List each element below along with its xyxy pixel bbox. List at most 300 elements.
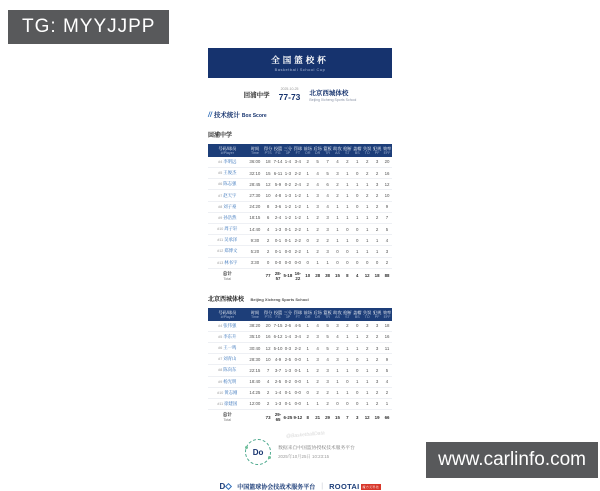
stat-time: 24:20 [247, 201, 264, 212]
stat-dr: 4 [313, 321, 323, 332]
stat-eff: 16 [382, 331, 392, 342]
player-name[interactable]: 陈志强 [223, 181, 237, 187]
stat-bk: 1 [352, 157, 362, 168]
stat-or: 1 [303, 201, 313, 212]
stat-tr: 5 [323, 168, 333, 179]
player-number: #9 [218, 379, 223, 384]
stat-bk: 1 [352, 376, 362, 387]
stat-dr: 5 [313, 157, 323, 168]
stat-bk: 0 [352, 354, 362, 365]
stat-fg: 0-1 [273, 246, 283, 257]
total-tr: 38 [325, 273, 330, 279]
player-name[interactable]: 孙浩然 [223, 214, 237, 220]
stat-time: 28:30 [247, 354, 264, 365]
player-name[interactable]: 李东升 [223, 333, 237, 339]
stat-tp: 2-5 [283, 354, 293, 365]
stat-bk: 0 [352, 201, 362, 212]
stat-fg: 4-8 [273, 190, 283, 201]
stat-pf: 3 [372, 376, 382, 387]
stat-pts: 12 [263, 342, 273, 353]
player-number: #8 [218, 368, 223, 373]
player-link[interactable] [208, 190, 247, 201]
total-to: 12 [364, 273, 370, 279]
stat-to: 1 [362, 212, 372, 223]
stat-ft: 2-2 [293, 235, 303, 246]
stat-tp: 0-1 [283, 398, 293, 409]
stat-tp: 1-2 [283, 201, 293, 212]
team2-box-score-table [208, 308, 392, 424]
total-or: 8 [306, 414, 309, 420]
generated-timestamp: 2025年10月25日 10:23:15 [278, 453, 330, 459]
player-name[interactable]: 郑博文 [224, 248, 238, 254]
box-score-section-header [208, 110, 392, 119]
player-name[interactable]: 徐建国 [224, 400, 238, 406]
player-link[interactable] [208, 342, 247, 353]
total-pf: 18 [374, 273, 380, 279]
player-number: #4 [218, 323, 223, 328]
total-fg: 28-57 [274, 270, 282, 281]
stat-fg: 5-10 [273, 342, 283, 353]
stat-to: 2 [362, 157, 372, 168]
col-tp: 三分 3P [283, 309, 293, 319]
stat-fg: 2-4 [273, 212, 283, 223]
total-row [208, 268, 392, 283]
scoreboard [208, 87, 392, 102]
team1-title [208, 124, 392, 142]
logo-divider: | [321, 483, 324, 491]
stat-or: 1 [303, 342, 313, 353]
stat-st: 2 [342, 157, 352, 168]
player-name[interactable]: 刘青山 [223, 356, 237, 362]
player-link[interactable] [208, 235, 247, 246]
stat-ft: 0-1 [293, 365, 303, 376]
stat-dr: 2 [313, 212, 323, 223]
player-number: #5 [218, 334, 223, 339]
player-link[interactable] [208, 201, 247, 212]
player-link[interactable] [208, 387, 247, 398]
stat-to: 1 [362, 387, 372, 398]
stat-pts: 10 [263, 354, 273, 365]
stat-bk: 0 [352, 190, 362, 201]
player-link[interactable] [208, 376, 247, 387]
player-row [208, 157, 392, 168]
stat-dr: 4 [313, 342, 323, 353]
player-number: #8 [218, 204, 223, 209]
col-ft: 罚球 FT [293, 146, 303, 156]
stat-st: 1 [342, 212, 352, 223]
col-or: 前场 OR [303, 309, 312, 319]
stat-time: 36:00 [247, 157, 264, 168]
total-time [247, 268, 264, 283]
stat-or: 2 [303, 157, 313, 168]
stat-pts: 2 [263, 235, 273, 246]
stat-bk: 1 [352, 212, 362, 223]
stat-dr: 1 [313, 257, 323, 268]
stat-or: 1 [303, 212, 313, 223]
stat-time: 28:45 [247, 179, 264, 190]
stat-bk: 1 [352, 246, 362, 257]
player-number: #11 [217, 401, 224, 406]
stat-as: 1 [333, 376, 343, 387]
total-pts: 73 [265, 414, 271, 420]
stat-bk: 0 [352, 257, 362, 268]
player-link[interactable] [208, 354, 247, 365]
stat-pts: 2 [263, 398, 273, 409]
tournament-title: 全国篮校杯 [271, 54, 329, 65]
player-row [208, 179, 392, 190]
stat-st: 1 [342, 331, 352, 342]
stat-time: 3:30 [247, 257, 264, 268]
cba-platform-logo-icon: D [219, 482, 231, 491]
col-bk: 盖帽 BS [353, 146, 362, 156]
stat-as: 1 [333, 235, 343, 246]
col-tr: 篮板 TR [323, 146, 332, 156]
col-time: 时间 Time [247, 308, 264, 321]
stat-dr: 3 [313, 331, 323, 342]
player-number: #11 [217, 238, 224, 243]
stat-tp: 2-6 [283, 321, 293, 332]
stat-pts: 0 [263, 257, 273, 268]
stat-eff: 5 [382, 223, 392, 234]
stat-or: 1 [303, 365, 313, 376]
stat-bk: 0 [352, 235, 362, 246]
total-label: 总计 Total [222, 412, 232, 423]
team1-title-zh: 回浦中学 [208, 133, 233, 139]
stat-ft: 2-2 [293, 246, 303, 257]
stat-bk: 0 [352, 168, 362, 179]
stat-dr: 2 [313, 235, 323, 246]
tg-watermark-badge: TG: MYYJJPP [8, 10, 169, 44]
stat-tp: 0-1 [283, 235, 293, 246]
player-name[interactable]: 刘子豪 [223, 203, 237, 209]
stat-dr: 4 [313, 168, 323, 179]
player-name[interactable]: 吴承泽 [224, 237, 238, 243]
stat-bk: 0 [352, 398, 362, 409]
stat-tp: 1-4 [283, 157, 293, 168]
stat-st: 1 [342, 190, 352, 201]
stat-time: 27:30 [247, 190, 264, 201]
player-row [208, 321, 392, 332]
player-name[interactable]: 张伟强 [223, 322, 237, 328]
col-fg: 投篮 FG [273, 309, 283, 319]
stat-tr: 5 [323, 342, 333, 353]
stat-to: 1 [362, 235, 372, 246]
col-to: 失误 TO [362, 146, 372, 156]
stat-or: 0 [303, 387, 313, 398]
player-number: #5 [218, 171, 223, 176]
report-document [208, 48, 392, 491]
stat-to: 1 [362, 201, 372, 212]
stat-time: 38:20 [247, 321, 264, 332]
stat-tp: 0-0 [283, 257, 293, 268]
player-name[interactable]: 杨光明 [223, 378, 237, 384]
stat-pf: 1 [372, 246, 382, 257]
player-name[interactable]: 赵天宇 [223, 192, 237, 198]
stat-pts: 16 [263, 331, 273, 342]
stat-st: 1 [342, 387, 352, 398]
player-row [208, 223, 392, 234]
total-st: 8 [346, 273, 349, 279]
stat-dr: 3 [313, 201, 323, 212]
stat-st: 1 [342, 365, 352, 376]
stat-fg: 1-3 [273, 398, 283, 409]
stat-fg: 6-12 [273, 331, 283, 342]
stat-ft: 4-5 [293, 321, 303, 332]
total-bk: 4 [356, 273, 359, 279]
total-pf: 19 [374, 414, 380, 420]
stat-eff: 11 [382, 342, 392, 353]
data-source-block [208, 439, 392, 465]
stat-dr: 3 [313, 354, 323, 365]
stat-to: 1 [362, 398, 372, 409]
stat-as: 1 [333, 365, 343, 376]
total-label: 总计 Total [222, 270, 232, 281]
player-link[interactable] [208, 398, 247, 409]
stat-tp: 0-3 [283, 342, 293, 353]
col-dr: 后场 DR [313, 309, 322, 319]
stat-to: 3 [362, 321, 372, 332]
player-number: #13 [217, 260, 224, 265]
total-fg: 29-65 [274, 412, 282, 423]
stat-to: 2 [362, 168, 372, 179]
stat-ft: 0-0 [293, 387, 303, 398]
player-name[interactable]: 王俊杰 [223, 170, 237, 176]
player-number: #10 [217, 227, 224, 232]
player-link[interactable] [208, 321, 247, 332]
col-ft: 罚球 FT [293, 309, 303, 319]
stat-pts: 10 [263, 190, 273, 201]
player-row [208, 398, 392, 409]
stat-pf: 2 [372, 190, 382, 201]
player-link[interactable] [208, 331, 247, 342]
stat-to: 1 [362, 223, 372, 234]
stat-fg: 2-5 [273, 376, 283, 387]
match-date: 2025-10-25 [280, 87, 299, 91]
player-number: #6 [218, 346, 223, 351]
total-dr: 28 [315, 273, 321, 279]
stat-eff: 9 [382, 201, 392, 212]
stat-eff: 2 [382, 387, 392, 398]
stat-pf: 3 [372, 321, 382, 332]
stat-pts: 8 [263, 201, 273, 212]
col-time: 时间 Time [247, 144, 264, 157]
stat-eff: 3 [382, 246, 392, 257]
stat-to: 2 [362, 342, 372, 353]
total-or: 10 [305, 273, 311, 279]
stat-time: 35:10 [247, 331, 264, 342]
section-title-zh: 技术统计 [213, 112, 240, 119]
stat-st: 1 [342, 342, 352, 353]
total-to: 12 [364, 414, 370, 420]
stat-dr: 2 [313, 246, 323, 257]
stat-pf: 2 [372, 212, 382, 223]
stat-as: 0 [333, 398, 343, 409]
stat-tr: 2 [323, 235, 333, 246]
stat-tp: 1-3 [283, 365, 293, 376]
stat-eff: 9 [382, 354, 392, 365]
stat-eff: 7 [382, 212, 392, 223]
stat-tr: 4 [323, 354, 333, 365]
stat-to: 0 [362, 257, 372, 268]
stat-tp: 1-4 [283, 331, 293, 342]
stat-tp: 0-1 [283, 223, 293, 234]
stat-tr: 5 [323, 321, 333, 332]
stat-pts: 2 [263, 246, 273, 257]
stat-ft: 2-2 [293, 223, 303, 234]
stat-pts: 4 [263, 376, 273, 387]
player-link[interactable] [208, 257, 247, 268]
stat-ft: 2-2 [293, 168, 303, 179]
stat-as: 1 [333, 387, 343, 398]
stat-fg: 5-9 [273, 179, 283, 190]
stat-st: 0 [342, 246, 352, 257]
col-or: 前场 OR [303, 146, 312, 156]
player-name[interactable]: 陈向东 [223, 367, 237, 373]
stat-pts: 18 [263, 157, 273, 168]
stat-pf: 2 [372, 201, 382, 212]
player-link[interactable] [208, 365, 247, 376]
stat-eff: 4 [382, 235, 392, 246]
stat-eff: 12 [382, 179, 392, 190]
player-row [208, 246, 392, 257]
stat-eff: 20 [382, 157, 392, 168]
stat-tr: 2 [323, 387, 333, 398]
stat-tr: 3 [323, 365, 333, 376]
stat-dr: 4 [313, 179, 323, 190]
col-st: 抢断 ST [343, 146, 352, 156]
player-link[interactable] [208, 168, 247, 179]
stat-time: 32:10 [247, 168, 264, 179]
team2-title [208, 288, 392, 306]
stat-st: 2 [342, 321, 352, 332]
stat-time: 18:15 [247, 212, 264, 223]
stat-pf: 3 [372, 342, 382, 353]
col-as: 助攻 AS [333, 309, 342, 319]
stat-tp: 1-2 [283, 212, 293, 223]
site-watermark-badge: www.carlinfo.com [426, 442, 598, 478]
stat-pf: 2 [372, 354, 382, 365]
stat-to: 2 [362, 190, 372, 201]
stat-eff: 2 [382, 257, 392, 268]
stat-st: 0 [342, 223, 352, 234]
stat-or: 1 [303, 246, 313, 257]
stat-st: 1 [342, 354, 352, 365]
player-link[interactable] [208, 157, 247, 168]
col-eff: 效率 EFF [382, 146, 392, 156]
stat-pf: 2 [372, 331, 382, 342]
stat-dr: 3 [313, 190, 323, 201]
player-row [208, 331, 392, 342]
stat-pf: 3 [372, 157, 382, 168]
stat-fg: 0-0 [273, 257, 283, 268]
rootai-tag: 魔方元科技 [362, 485, 380, 490]
total-dr: 21 [315, 414, 321, 420]
total-pts: 77 [265, 273, 271, 279]
stat-fg: 1-4 [273, 387, 283, 398]
stat-tr: 4 [323, 190, 333, 201]
away-team-name-en: Beijing Xicheng Sports School [309, 97, 357, 102]
total-eff: 66 [384, 414, 390, 420]
stat-or: 1 [303, 321, 313, 332]
stat-eff: 1 [382, 398, 392, 409]
stat-or: 1 [303, 376, 313, 387]
stat-pts: 7 [263, 365, 273, 376]
stat-dr: 2 [313, 365, 323, 376]
player-name[interactable]: 黄志刚 [224, 389, 238, 395]
stat-st: 0 [342, 398, 352, 409]
stat-pts: 12 [263, 179, 273, 190]
stat-to: 1 [362, 246, 372, 257]
stat-time: 22:15 [247, 365, 264, 376]
player-name[interactable]: 周子轩 [224, 226, 238, 232]
total-bk: 3 [356, 414, 359, 420]
team2-title-zh: 北京西城体校 [208, 296, 245, 303]
player-number: #7 [218, 357, 223, 362]
total-tp: 5-18 [283, 273, 293, 279]
player-name[interactable]: 林书宇 [224, 259, 238, 265]
stat-as: 3 [333, 354, 343, 365]
player-name[interactable]: 李明远 [223, 158, 237, 164]
home-team-name[interactable]: 回浦中学 [243, 92, 270, 99]
stat-pts: 6 [263, 212, 273, 223]
stat-time: 5:20 [247, 246, 264, 257]
stat-ft: 3-4 [293, 331, 303, 342]
stat-as: 4 [333, 331, 343, 342]
player-number: #7 [218, 193, 223, 198]
player-link[interactable] [208, 212, 247, 223]
stat-st: 1 [342, 201, 352, 212]
slashes-icon: // [208, 112, 212, 119]
player-row [208, 257, 392, 268]
team1-box-score-table [208, 144, 392, 283]
col-fg: 投篮 FG [273, 146, 283, 156]
stat-or: 1 [303, 354, 313, 365]
player-row [208, 365, 392, 376]
stat-bk: 1 [352, 331, 362, 342]
stat-bk: 0 [352, 387, 362, 398]
stat-pf: 3 [372, 179, 382, 190]
col-as: 助攻 AS [333, 146, 342, 156]
stat-pf: 2 [372, 398, 382, 409]
stat-ft: 1-2 [293, 190, 303, 201]
faint-watermark: @BasketballData [285, 430, 325, 440]
player-name[interactable]: 王一鸣 [223, 345, 237, 351]
player-row [208, 376, 392, 387]
stat-tp: 0-2 [283, 376, 293, 387]
stamp-label: Do [252, 447, 264, 457]
stat-time: 14:25 [247, 387, 264, 398]
stat-fg: 7-14 [273, 157, 283, 168]
stat-pf: 2 [372, 168, 382, 179]
player-link[interactable] [208, 223, 247, 234]
stat-ft: 0-0 [293, 257, 303, 268]
total-tr: 29 [325, 414, 330, 420]
stat-or: 0 [303, 235, 313, 246]
stat-or: 2 [303, 331, 313, 342]
stat-ft: 0-0 [293, 398, 303, 409]
stat-to: 2 [362, 331, 372, 342]
cba-platform-name: 中国篮球协会技战术服务平台 [237, 485, 316, 491]
stat-or: 1 [303, 168, 313, 179]
player-link[interactable] [208, 179, 247, 190]
stat-eff: 5 [382, 365, 392, 376]
stat-bk: 0 [352, 223, 362, 234]
away-team-name[interactable]: 北京西城体校 [309, 89, 349, 97]
player-link[interactable] [208, 246, 247, 257]
stat-as: 3 [333, 168, 343, 179]
cba-stamp-icon [245, 439, 271, 465]
player-number: #6 [218, 182, 223, 187]
